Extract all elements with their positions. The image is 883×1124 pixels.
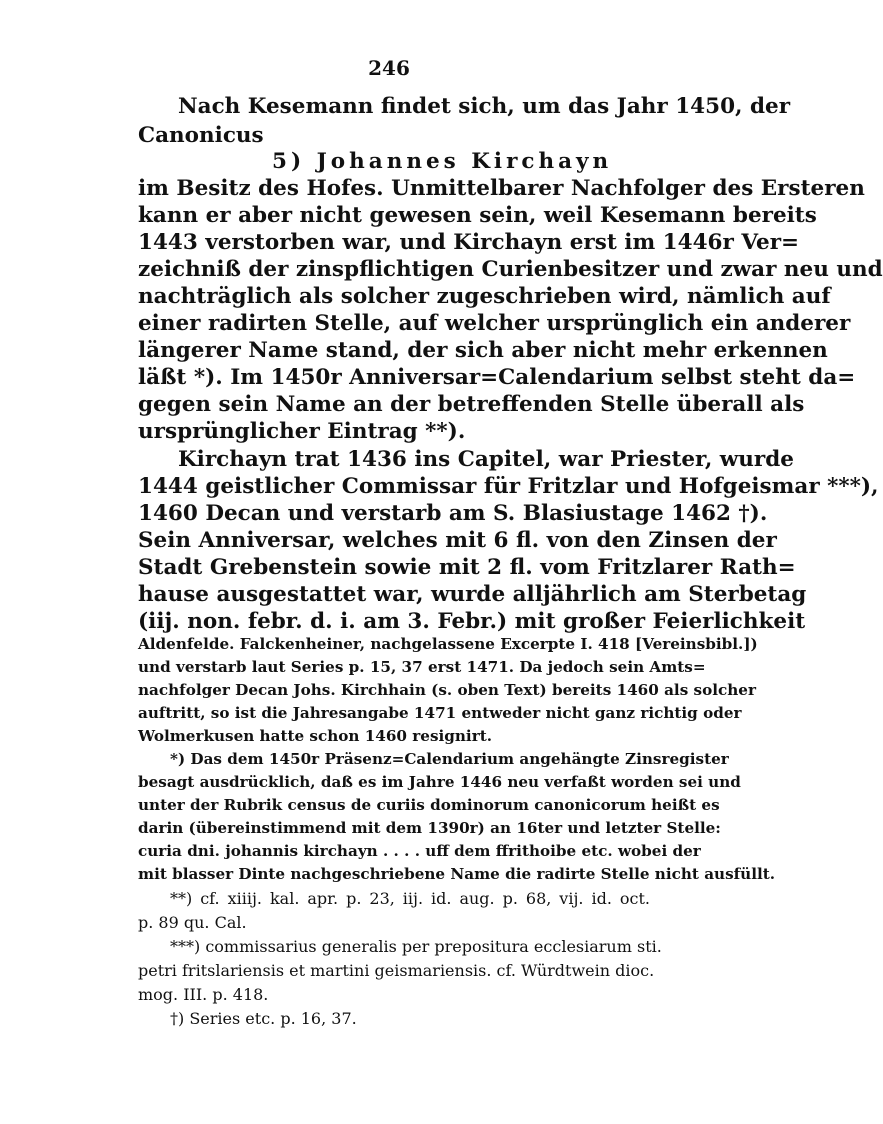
text-line: 1444 geistlicher Commissar für Fritzlar und Hofgeismar ***), (138, 474, 879, 499)
text-line: kann er aber nicht gewesen sein, weil Kesemann bereits (138, 203, 817, 228)
text-line: einer radirten Stelle, auf welcher ursprünglich ein anderer (138, 311, 851, 336)
heading-name: 5) Johannes Kirchayn (272, 149, 613, 174)
footnote-line: darin (übereinstimmend mit dem 1390r) an 16ter und letzter Stelle: (138, 819, 721, 837)
text-line: (iij. non. febr. d. i. am 3. Febr.) mit großer Feierlichkeit (138, 609, 806, 634)
text-line: im Besitz des Hofes. Unmittelbarer Nachfolger des Ersteren (138, 176, 865, 201)
footnote-line: p. 89 qu. Cal. (138, 913, 247, 932)
footnote-line: unter der Rubrik census de curiis dominorum canonicorum heißt es (138, 796, 720, 814)
footnote-line: Wolmerkusen hatte schon 1460 resignirt. (138, 727, 492, 745)
footnote-line: und verstarb laut Series p. 15, 37 erst 1471. Da jedoch sein Amts= (138, 658, 706, 676)
footnote-line: curia dni. johannis kirchayn . . . . uff dem ffrithoibe etc. wobei der (138, 842, 701, 860)
footnote-line: mog. III. p. 418. (138, 985, 269, 1004)
text-line: Sein Anniversar, welches mit 6 fl. von den Zinsen der (138, 528, 777, 553)
footnote-line: ***) commissarius generalis per prepositura ecclesiarum sti. (170, 937, 662, 956)
text-line: nachträglich als solcher zugeschrieben wird, nämlich auf (138, 284, 831, 309)
text-line: gegen sein Name an der betreffenden Stelle überall als (138, 392, 805, 417)
text-line: Stadt Grebenstein sowie mit 2 fl. vom Fritzlarer Rath= (138, 555, 796, 580)
text-line: Kirchayn trat 1436 ins Capitel, war Priester, wurde (178, 447, 794, 472)
page-number: 246 (368, 56, 410, 80)
text-line: hause ausgestattet war, wurde alljährlich am Sterbetag (138, 582, 807, 607)
footnote-line: *) Das dem 1450r Präsenz=Calendarium angehängte Zinsregister (170, 750, 729, 768)
footnote-line: †) Series etc. p. 16, 37. (170, 1009, 357, 1028)
text-line: Canonicus (138, 123, 264, 148)
footnote-line: auftritt, so ist die Jahresangabe 1471 entweder nicht ganz richtig oder (138, 704, 742, 722)
footnote-line: mit blasser Dinte nachgeschriebene Name die radirte Stelle nicht ausfüllt. (138, 865, 776, 883)
text-line: längerer Name stand, der sich aber nicht mehr erkennen (138, 338, 828, 363)
text-line: ursprünglicher Eintrag **). (138, 419, 466, 444)
footnote-line: **) cf. xiiij. kal. apr. p. 23, iij. id. aug. p. 68, vij. id. oct. (170, 889, 650, 908)
text-line: Nach Kesemann findet sich, um das Jahr 1450, der (178, 94, 791, 119)
text-line: 1460 Decan und verstarb am S. Blasiustage 1462 †). (138, 501, 768, 526)
text-line: läßt *). Im 1450r Anniversar=Calendarium selbst steht da= (138, 365, 856, 390)
text-line: zeichniß der zinspflichtigen Curienbesitzer und zwar neu und (138, 257, 883, 282)
footnote-line: petri fritslariensis et martini geismariensis. cf. Würdtwein dioc. (138, 961, 655, 980)
footnote-line: nachfolger Decan Johs. Kirchhain (s. oben Text) bereits 1460 als solcher (138, 681, 756, 699)
footnote-line: Aldenfelde. Falckenheiner, nachgelassene Excerpte I. 418 [Vereinsbibl.]) (138, 635, 758, 653)
footnote-line: besagt ausdrücklich, daß es im Jahre 1446 neu verfaßt worden sei und (138, 773, 741, 791)
text-line: 1443 verstorben war, und Kirchayn erst im 1446r Ver= (138, 230, 800, 255)
